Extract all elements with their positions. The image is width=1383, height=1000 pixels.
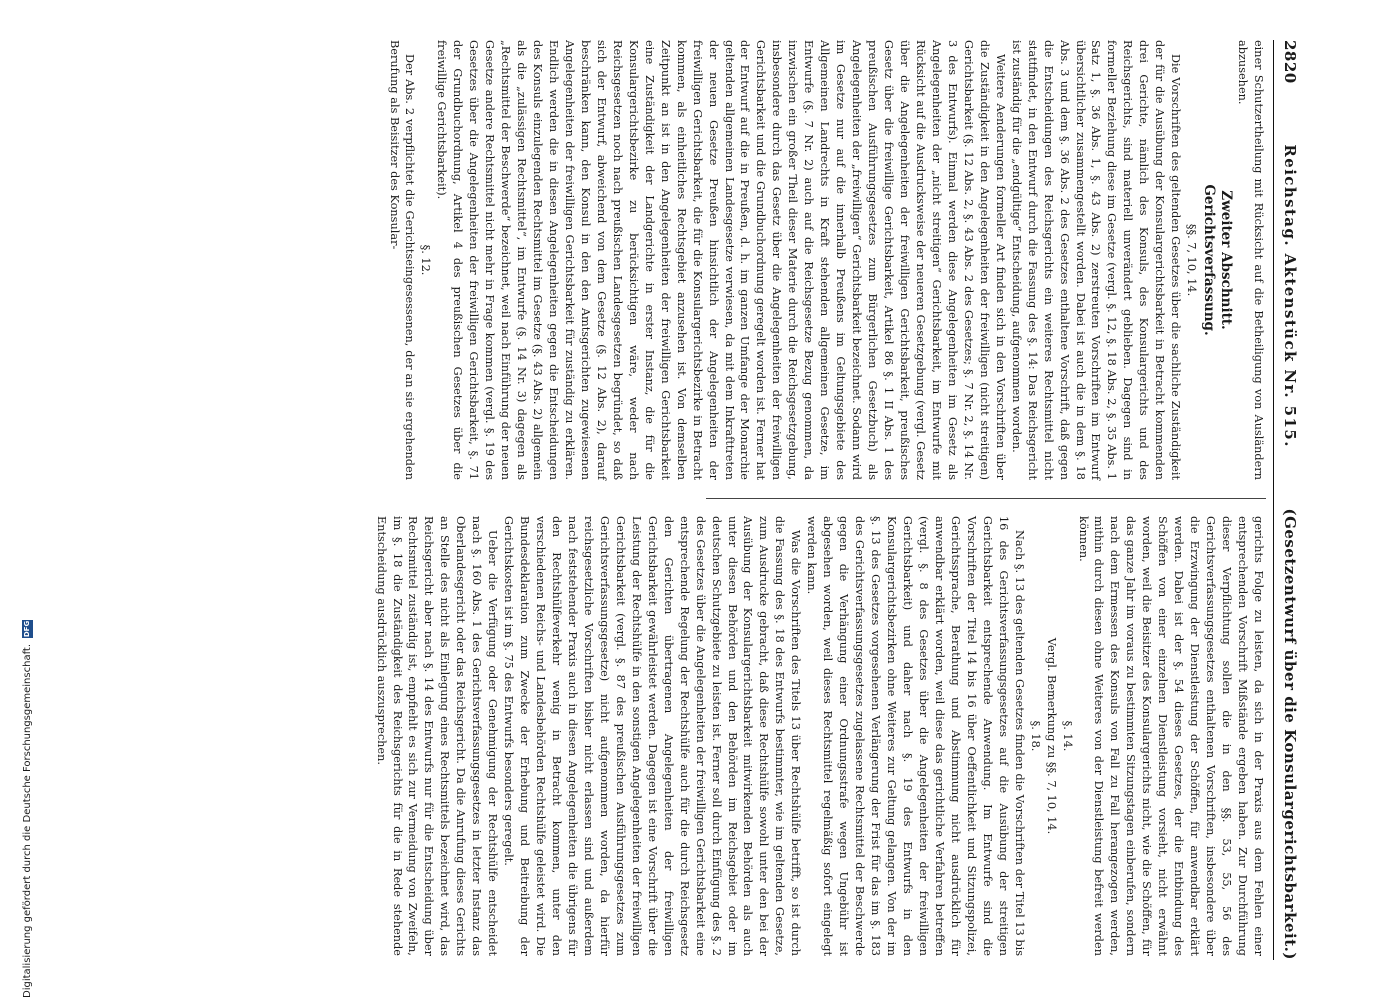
paragraph-reference: §. 12. xyxy=(419,244,433,276)
paragraph-reference: §. 18. xyxy=(1028,720,1042,752)
dfg-logo-icon: DFG xyxy=(23,620,31,638)
cross-reference: Vergl. Bemerkung zu §§. 7, 10, 14. xyxy=(1044,637,1058,835)
header-rule xyxy=(1273,40,1274,960)
left-column xyxy=(387,40,1266,480)
body-paragraph: Der Abs. 2 verpflichtet die Gerichtseingesessenen, der an sie ergehenden Berufung als Beisitzer des Konsular- xyxy=(387,40,417,480)
section-title: Zweiter Abschnitt. xyxy=(1218,190,1235,330)
body-paragraph: gerichts Folge zu leisten, da sich in der Praxis aus dem Fehlen einer entsprechenden Vorschrift Mißstände ergeben haben. Zur Durchführung dieser Verpflichtung sollen die in den §§. 53, 55, 56 des Gerichtsverfassungsgesetzes enthaltenen Vorschriften, insbesondere über die Erzwingung der Dienstleistung der Schöffen, für anwendbar erklärt werden. Dabei ist der §. 54 dieses Gesetzes, der die Entbindung des Schöffen von einer einzelnen Dienstleistung vorsieht, nicht erwähnt worden, weil die Beisitzer des Konsulargerichts nicht, wie die Schöffen, für das ganze Jahr im voraus zu bestimmten Sitzungstagen einberufen, sondern nach dem Ermessen des Konsuls von Fall zu Fall herangezogen werden, mithin durch diesen ohne Weiteres von der Dienstleistung befreit werden können. xyxy=(1076,516,1265,956)
column-divider xyxy=(706,498,1266,499)
rotated-document-page xyxy=(50,40,1300,960)
header-subject: (Gesetzentwurf über die Konsulargerichtsbarkeit.) xyxy=(1280,508,1299,960)
right-column xyxy=(374,516,1266,956)
digitization-credit xyxy=(22,620,33,998)
body-paragraph: Die Vorschriften des geltenden Gesetzes über die sachliche Zuständigkeit der für die Ausübung der Konsulargerichtsbarkeit in Betracht kommenden drei Gerichte, nämlich des Konsuls, des Konsulargerichts und des Reichsgerichts, sind materiell unverändert geblieben. Dagegen sind in formeller Beziehung diese im Gesetze (vergl. §. 12, §. 18 Abs. 2, §. 35 Abs. 1 Satz 1, §. 36 Abs. 1, §. 43 Abs. 2) zerstreuten Vorschriften im Entwurf übersichtlicher zusammengestellt worden. Dabei ist auch die in dem §. 18 Abs. 3 und dem §. 36 Abs. 2 des Gesetzes enthaltene Vorschrift, daß gegen die Entscheidungen des Reichsgerichts ein weiteres Rechtsmittel nicht stattfindet, in den Entwurf durch die Fassung des §. 14: Das Reichsgericht ist zuständig für die „endgültige“ Entscheidung, aufgenommen worden. xyxy=(1009,40,1183,480)
header-title: Reichstag. Aktenstück Nr. 515. xyxy=(1280,144,1299,448)
credit-text: Digitalisierung gefördert durch die Deutsche Forschungsgemeinschaft. xyxy=(22,643,33,998)
body-paragraph: Weitere Aenderungen formeller Art finden sich in den Vorschriften über die Zuständigkeit in den Angelegenheiten der freiwilligen (nicht streitigen) Gerichtsbarkeit (§. 12 Abs. 2, §. 43 Abs. 2 des Gesetzes; §. 7 Nr. 2, §. 14 Nr. 3 des Entwurfs). Einmal werden diese Angelegenheiten im Gesetz als Angelegenheiten der „nicht streitigen“ Gerichtsbarkeit, im Entwurfe mit Rücksicht auf die Ausdrucksweise der neueren Gesetzgebung (vergl. Gesetz über die Angelegenheiten der freiwilligen Gerichtsbarkeit, preußisches Gesetz über die freiwillige Gerichtsbarkeit, Artikel 86 §. 1 II Abs. 1 des preußischen Ausführungsgesetzes zum Bürgerlichen Gesetzbuch) als Angelegenheiten der „freiwilligen“ Gerichtsbarkeit bezeichnet. Sodann wird im Gesetze nur auf die innerhalb Preußens im Geltungsgebiete des Allgemeinen Landrechts in Kraft stehenden allgemeinen Gesetze, im Entwurfe (§. 7 Nr. 2) auch auf die Reichsgesetze Bezug genommen, da inzwischen ein großer Theil dieser Materie durch die Reichsgesetzgebung, insbesondere durch das Gesetz über die Angelegenheiten der freiwilligen Gerichtsbarkeit und die Grundbuchordnung geregelt worden ist. Ferner hat der Entwurf auf die in Preußen, d. h. im ganzen Umfange der Monarchie geltenden allgemeinen Landesgesetze verwiesen, da mit dem Inkrafttreten der neuen Gesetze Preußen hinsichtlich der Angelegenheiten der freiwilligen Gerichtsbarkeit, die für die Konsulargerichtsbezirke in Betracht kommen, als einheitliches Rechtsgebiet anzusehen ist. Von demselben Zeitpunkt an ist in den Angelegenheiten der freiwilligen Gerichtsbarkeit eine Zuständigkeit der Landgerichte in erster Instanz, die für die Konsulargerichtsbezirke zu berücksichtigen wäre, weder nach Reichsgesetzen noch nach preußischen Landesgesetzen begründet, so daß sich der Entwurf, abweichend von dem Gesetze (§. 12 Abs. 2), darauf beschränken kann, den Konsul in den den Amtsgerichten zugewiesenen Angelegenheiten der freiwilligen Gerichtsbarkeit für zuständig zu erklären. Endlich werden die in diesen Angelegenheiten gegen die Entscheidungen des Konsuls einzulegenden Rechtsmittel im Gesetze (§. 43 Abs. 2) allgemein als die „zulässigen Rechtsmittel“, im Entwurfe (§. 14 Nr. 3) dagegen als „Rechtsmittel der Beschwerde“ bezeichnet, weil nach Einführung der neuen Gesetze andere Rechtsmittel nicht mehr in Frage kommen (vergl. §. 19 des Gesetzes über die Angelegenheiten der freiwilligen Gerichtsbarkeit, §. 71 der Grundbuchordnung, Artikel 4 des preußischen Gesetzes über die freiwillige Gerichtsbarkeit). xyxy=(435,40,1007,480)
paragraph-reference: §§. 7, 10, 14. xyxy=(1185,223,1199,297)
body-paragraph: Was die Vorschriften des Titels 13 über Rechtshülfe betrifft, so ist durch die Fassung des §. 18 des Entwurfs bestimmter, wie im geltenden Gesetze, zum Ausdrucke gebracht, daß diese Rechtshülfe sowohl unter den bei der Ausübung der Konsulargerichtsbarkeit mitwirkenden Behörden als auch unter diesen Behörden und den Behörden im Reichsgebiet oder im deutschen Schutzgebiete zu leisten ist. Ferner soll durch Einfügung des §. 2 des Gesetzes über die Angelegenheiten der freiwilligen Gerichtsbarkeit eine entsprechende Regelung der Rechtshülfe auch für die durch Reichsgesetz den Gerichten übertragenen Angelegenheiten der freiwilligen Gerichtsbarkeit gewährleistet werden. Dagegen ist eine Vorschrift über die Leistung der Rechtshülfe in den sonstigen Angelegenheiten der freiwilligen Gerichtsbarkeit (vergl. §. 87 des preußischen Ausführungsgesetzes zum Gerichtsverfassungsgesetze) nicht aufgenommen worden, da hierfür reichsgesetzliche Vorschriften bisher nicht erlassen sind und außerdem nach feststehender Praxis auch in diesen Angelegenheiten die übrigens für den Rechtshülfeverkehr wenig in Betracht kommen, unter den verschiedenen Reichs- und Landesbehörden Rechtshülfe geleistet wird. Die Bundesdeklaration zum Zwecke der Erhebung und Beitreibung der Gerichtskosten ist im §. 75 des Entwurfs besonders geregelt. xyxy=(502,516,803,956)
running-head xyxy=(1278,40,1300,960)
lead-paragraph: einer Schutzertheilung mit Rücksicht auf die Betheiligung von Ausländern abzusehen. xyxy=(1236,40,1265,480)
page-number: 2820 xyxy=(1280,40,1299,84)
body-paragraph: Ueber die Verfügung oder Genehmigung der Rechtshülfe entscheidet nach §. 160 Abs. 1 des Gerichtsverfassungsgesetzes in letzter Instanz das Oberlandesgericht oder das Reichsgericht. Da die Anrufung dieses Gerichts an Stelle des nicht als Einlegung eines Rechtsmittels bezeichnet wird, das Reichsgericht aber nach §. 14 des Entwurfs nur für die Entscheidung über Rechtsmittel zuständig ist, empfiehlt es sich zur Vermeidung von Zweifeln, im §. 18 die Zuständigkeit des Reichsgerichts für die in Rede stehende Entscheidung ausdrücklich auszusprechen. xyxy=(374,516,500,956)
paragraph-reference: §. 14. xyxy=(1060,720,1074,752)
body-paragraph: Nach §. 13 des geltenden Gesetzes finden die Vorschriften der Titel 13 bis 16 des Gerichtsverfassungsgesetzes auf die Ausübung der streitigen Gerichtsbarkeit entsprechende Anwendung. Im Entwurfe sind die Vorschriften der Titel 14 bis 16 über Oeffentlichkeit und Sitzungspolizei, Gerichtssprache, Berathung und Abstimmung nicht ausdrücklich für anwendbar erklärt worden, weil diese das gerichtliche Verfahren betreffen (vergl. §. 8 des Gesetzes über die Angelegenheiten der freiwilligen Gerichtsbarkeit) und daher nach §. 19 des Entwurfs in den Konsulargerichtsbezirken ohne Weiteres zur Geltung gelangen. Von der im §. 13 des Gesetzes vorgesehenen Verlängerung der Frist für das im §. 183 des Gerichtsverfassungsgesetzes zugelassene Rechtsmittel der Beschwerde gegen die Verhängung einer Ordnungsstrafe wegen Ungebühr ist abgesehen worden, weil dieses Rechtsmittel regelmäßig sofort eingelegt werden kann. xyxy=(805,516,1026,956)
section-subtitle: Gerichtsverfassung. xyxy=(1201,184,1218,336)
